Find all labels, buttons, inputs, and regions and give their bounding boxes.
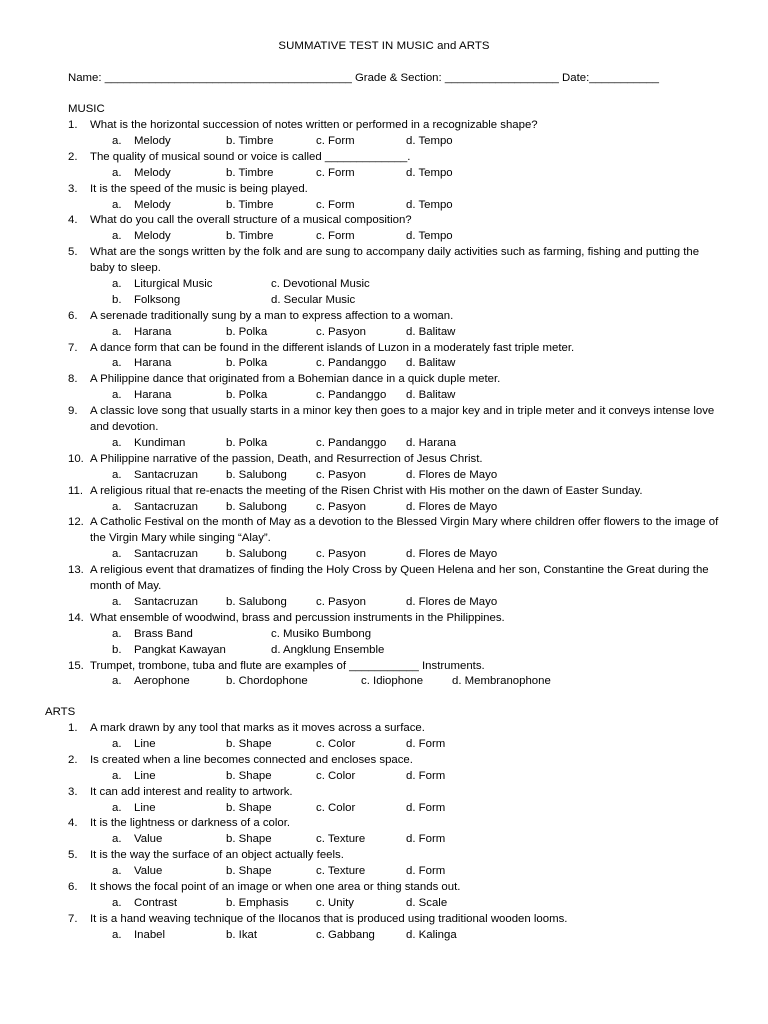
answer-choice: c. Pasyon [316,468,367,481]
answer-choice [112,436,185,452]
answer-choice: d. Balitaw [406,389,456,402]
answer-choice: c. Color [316,769,356,782]
answer-choices [0,134,768,150]
choice-text: Contrast [134,896,178,909]
question-text: It is the lightness or darkness of a color. [90,817,291,830]
choice-letter: a. [112,134,122,147]
answer-choice: d. Tempo [406,198,453,211]
choice-text: Brass Band [134,627,193,640]
answer-choice: c. Unity [316,896,354,909]
question-number: 4. [68,214,78,227]
question-number: 1. [68,119,78,131]
answer-choice: b. Shape [226,737,272,750]
choice-text: Santacruzan [134,595,198,608]
arts-question [0,753,768,785]
answer-choice: c. Pandanggo [316,436,387,449]
answer-choice [112,325,171,341]
answer-choice [112,277,213,293]
question-number: 15. [68,659,84,672]
answer-choice: d. Secular Music [271,293,356,306]
answer-choice: c. Idiophone [361,675,424,688]
answer-choice [112,595,198,611]
choice-text: Line [134,769,156,782]
question-number: 6. [68,880,78,893]
answer-choice [112,627,193,643]
answer-choices [0,674,768,690]
answer-choices [0,864,768,880]
answer-choices [0,928,768,944]
answer-choice: b. Shape [226,769,272,782]
question-number: 9. [68,405,78,418]
music-question [0,245,768,309]
answer-choice: d. Form [406,769,446,782]
question-number: 7. [68,341,78,354]
answer-choice: d. Tempo [406,230,453,243]
question-text: The quality of musical sound or voice is called _____________. [90,150,411,163]
answer-choice: d. Flores de Mayo [406,595,498,608]
question-text: It is the way the surface of an object actually feels. [90,849,344,862]
question-text: A Philippine narrative of the passion, Death, and Resurrection of Jesus Christ. [90,452,483,465]
answer-choice: d. Kalinga [406,928,457,941]
answer-choice: d. Membranophone [452,675,551,688]
student-info-line: Name: _______________________________________ Grade & Section: __________________ Date:___________ [68,72,659,84]
answer-choice: b. Salubong [226,595,287,608]
answer-choices [0,832,768,848]
question-number: 4. [68,817,78,830]
choice-text: Folksong [134,293,181,306]
choice-letter: a. [112,436,122,449]
choice-letter: a. [112,928,122,941]
answer-choice: b. Salubong [226,468,287,481]
answer-choices [0,643,768,659]
answer-choices [0,356,768,372]
answer-choice: b. Polka [226,325,268,338]
answer-choices [0,229,768,245]
question-text: It is a hand weaving technique of the Ilocanos that is produced using traditional wooden looms. [90,912,568,925]
answer-choice: b. Chordophone [226,675,308,688]
arts-section-label: ARTS [45,706,76,718]
question-text: A Catholic Festival on the month of May as a devotion to the Blessed Virgin Mary where children offer flowers to the image of the Virgin Mary while singing “Alay”. [90,516,719,545]
answer-choice: d. Angklung Ensemble [271,643,385,656]
choice-text: Harana [134,357,172,370]
answer-choice [112,643,226,659]
music-question [0,659,768,691]
answer-choice [112,737,156,753]
question-number: 1. [68,722,78,734]
music-question [0,563,768,611]
arts-question [0,880,768,912]
answer-choice: b. Polka [226,357,268,370]
music-question [0,372,768,404]
choice-text: Santacruzan [134,468,198,481]
choice-text: Santacruzan [134,548,198,561]
arts-question-list [0,721,768,944]
choice-letter: a. [112,627,122,640]
answer-choices [0,468,768,484]
answer-choice [112,896,177,912]
choice-text: Pangkat Kawayan [134,643,226,656]
question-number: 8. [68,373,78,386]
answer-choice: b. Shape [226,801,272,814]
answer-choice [112,500,198,516]
answer-choice: b. Timbre [226,134,274,147]
answer-choice [112,134,171,150]
choice-letter: b. [112,643,122,656]
question-text: Trumpet, trombone, tuba and flute are examples of ___________ Instruments. [90,659,485,672]
answer-choice [112,198,171,214]
answer-choice: c. Pandanggo [316,389,387,402]
answer-choice: c. Form [316,166,355,179]
answer-choice: d. Form [406,865,446,878]
choice-text: Melody [134,230,171,243]
question-text: It can add interest and reality to artwork. [90,785,293,798]
choice-text: Santacruzan [134,500,198,513]
choice-text: Liturgical Music [134,278,213,290]
answer-choice: d. Flores de Mayo [406,468,498,481]
question-text: What do you call the overall structure of a musical composition? [90,214,412,227]
choice-text: Melody [134,166,171,179]
choice-letter: a. [112,737,122,750]
answer-choices [0,277,768,293]
answer-choices [0,325,768,341]
music-question [0,182,768,214]
question-number: 3. [68,182,78,195]
choice-letter: a. [112,198,122,211]
answer-choice [112,928,165,944]
answer-choices [0,166,768,182]
answer-choice: b. Salubong [226,548,287,561]
choice-letter: a. [112,801,122,814]
answer-choices [0,198,768,214]
choice-letter: b. [112,293,122,306]
choice-letter: a. [112,595,122,608]
question-number: 13. [68,564,84,577]
choice-letter: a. [112,896,122,909]
answer-choice: b. Shape [226,833,272,846]
answer-choice [112,547,198,563]
arts-question [0,785,768,817]
music-question [0,213,768,245]
choice-letter: a. [112,278,122,290]
choice-letter: a. [112,675,122,688]
choice-text: Line [134,801,156,814]
answer-choice: c. Color [316,801,356,814]
answer-choice: b. Salubong [226,500,287,513]
answer-choice [112,356,171,372]
answer-choice: b. Emphasis [226,896,289,909]
question-number: 12. [68,516,84,529]
choice-letter: a. [112,548,122,561]
arts-question [0,816,768,848]
answer-choice: c. Texture [316,865,366,878]
answer-choice: c. Gabbang [316,928,375,941]
question-text: A Philippine dance that originated from a Bohemian dance in a quick duple meter. [90,373,501,386]
question-text: A classic love song that usually starts in a minor key then goes to a major key and in triple meter and it conveys intense love and devotion. [90,405,715,434]
answer-choice: b. Polka [226,389,268,402]
choice-letter: a. [112,865,122,878]
arts-question [0,912,768,944]
question-number: 3. [68,785,78,798]
question-text: It shows the focal point of an image or when one area or thing stands out. [90,880,461,893]
answer-choice: c. Color [316,737,356,750]
answer-choice [112,674,190,690]
question-number: 14. [68,611,84,624]
answer-choice: b. Shape [226,865,272,878]
answer-choice: b. Polka [226,436,268,449]
answer-choice: b. Timbre [226,230,274,243]
question-number: 2. [68,753,78,766]
answer-choice [112,864,162,880]
question-number: 11. [68,484,83,497]
choice-letter: a. [112,357,122,370]
choice-text: Value [134,865,163,878]
answer-choice [112,468,198,484]
answer-choices [0,293,768,309]
answer-choice: d. Flores de Mayo [406,500,498,513]
answer-choices [0,547,768,563]
question-text: What ensemble of woodwind, brass and percussion instruments in the Philippines. [90,611,505,624]
choice-letter: a. [112,166,122,179]
answer-choices [0,627,768,643]
answer-choice [112,801,156,817]
choice-text: Harana [134,389,172,402]
music-question [0,404,768,452]
answer-choice: b. Ikat [226,928,258,941]
answer-choice: c. Texture [316,833,366,846]
question-text: A religious event that dramatizes of finding the Holy Cross by Queen Helena and her son, Constantine the Great during the month of May. [90,564,709,593]
music-question [0,484,768,516]
arts-question [0,721,768,753]
test-title: SUMMATIVE TEST IN MUSIC and ARTS [278,40,490,52]
music-question [0,341,768,373]
answer-choice: d. Flores de Mayo [406,548,498,561]
choice-text: Harana [134,325,172,338]
music-question [0,118,768,150]
answer-choice: b. Timbre [226,166,274,179]
answer-choice: c. Pasyon [316,500,367,513]
music-question-list [0,118,768,690]
answer-choices [0,500,768,516]
answer-choices [0,896,768,912]
answer-choices [0,769,768,785]
answer-choice: c. Form [316,230,355,243]
choice-text: Melody [134,198,171,211]
music-question [0,452,768,484]
answer-choice [112,832,162,848]
choice-text: Melody [134,134,171,147]
answer-choice: d. Balitaw [406,325,456,338]
answer-choice: c. Form [316,134,355,147]
question-number: 10. [68,452,84,465]
question-number: 6. [68,309,78,322]
question-number: 7. [68,912,78,925]
answer-choice: b. Timbre [226,198,274,211]
choice-text: Line [134,737,156,750]
arts-question [0,848,768,880]
question-text: A dance form that can be found in the different islands of Luzon in a moderately fast triple meter. [90,341,575,354]
choice-text: Kundiman [134,436,186,449]
choice-text: Value [134,833,163,846]
choice-letter: a. [112,500,122,513]
answer-choice [112,229,171,245]
question-text: A religious ritual that re-enacts the meeting of the Risen Christ with His mother on the dawn of Easter Sunday. [90,484,643,497]
choice-text: Inabel [134,928,166,941]
answer-choice: c. Pandanggo [316,357,387,370]
answer-choice: d. Tempo [406,166,453,179]
answer-choice: d. Form [406,737,446,750]
answer-choice: d. Form [406,801,446,814]
music-question [0,150,768,182]
choice-letter: a. [112,325,122,338]
answer-choice: c. Musiko Bumbong [271,627,372,640]
choice-letter: a. [112,833,122,846]
answer-choice: c. Pasyon [316,325,367,338]
answer-choice: c. Pasyon [316,548,367,561]
choice-letter: a. [112,230,122,243]
answer-choice [112,769,156,785]
question-text: A mark drawn by any tool that marks as it moves across a surface. [90,722,425,734]
music-question [0,309,768,341]
answer-choice [112,388,171,404]
choice-text: Aerophone [134,675,190,688]
question-number: 5. [68,246,78,259]
answer-choices [0,436,768,452]
question-text: It is the speed of the music is being played. [90,182,308,195]
answer-choice [112,166,171,182]
question-number: 5. [68,849,78,862]
question-number: 2. [68,150,78,163]
answer-choices [0,388,768,404]
music-question [0,515,768,563]
answer-choice: d. Tempo [406,134,453,147]
answer-choice: c. Form [316,198,355,211]
question-text: What is the horizontal succession of notes written or performed in a recognizable shape? [90,119,538,131]
answer-choice: d. Scale [406,896,448,909]
question-text: Is created when a line becomes connected and encloses space. [90,753,413,766]
answer-choice: d. Harana [406,436,457,449]
choice-letter: a. [112,468,122,481]
answer-choice: d. Form [406,833,446,846]
answer-choice: c. Devotional Music [271,278,370,290]
music-section-label: MUSIC [68,103,105,115]
question-text: What are the songs written by the folk and are sung to accompany daily activities such as farming, fishing and putting the baby to sleep. [90,246,700,275]
choice-letter: a. [112,389,122,402]
answer-choice: c. Pasyon [316,595,367,608]
answer-choice [112,293,180,309]
answer-choice: d. Balitaw [406,357,456,370]
answer-choices [0,737,768,753]
question-text: A serenade traditionally sung by a man to express affection to a woman. [90,309,454,322]
answer-choices [0,595,768,611]
music-question [0,611,768,659]
answer-choices [0,801,768,817]
choice-letter: a. [112,769,122,782]
